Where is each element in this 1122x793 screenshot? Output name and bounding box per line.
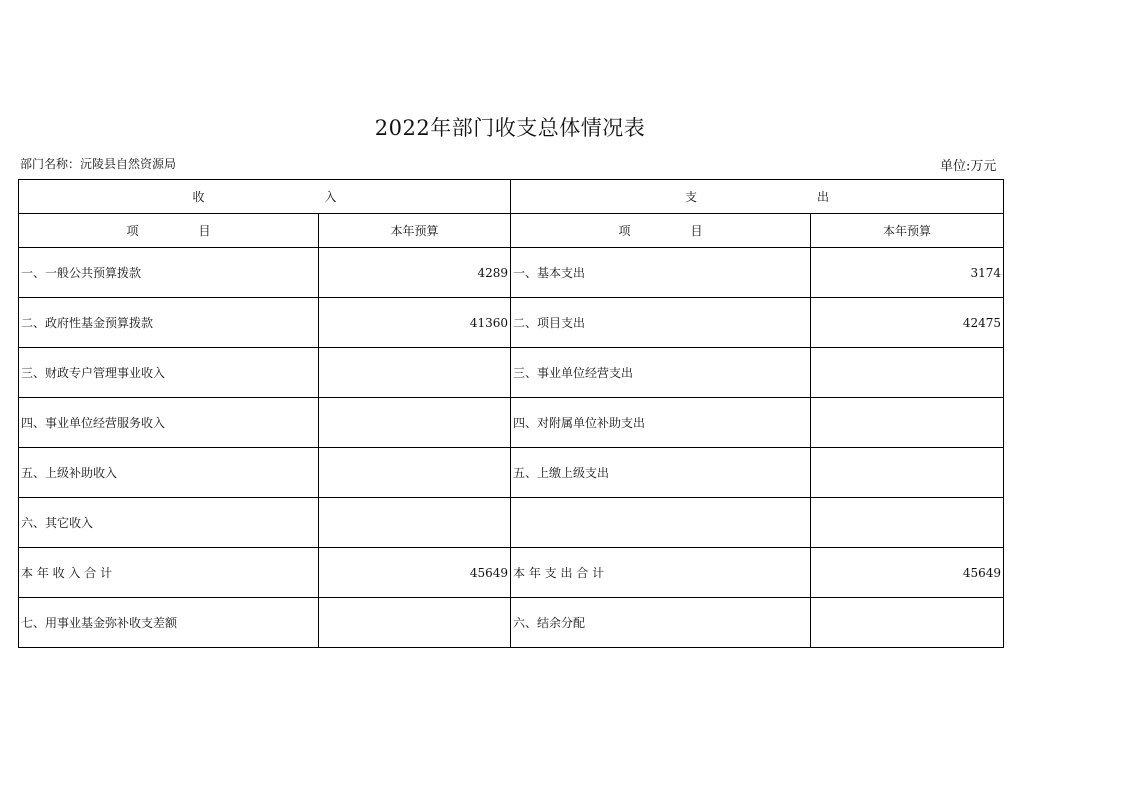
income-item-header <box>19 214 319 248</box>
table-row <box>19 348 1004 398</box>
table-row <box>19 498 1004 548</box>
income-item-header-char-2: 目 <box>198 224 211 238</box>
income-header-char-2: 入 <box>324 190 337 204</box>
expense-label: 二、项目支出 <box>511 298 811 348</box>
expense-value <box>811 398 1004 448</box>
income-label: 七、用事业基金弥补收支差额 <box>19 598 319 648</box>
expense-value <box>811 598 1004 648</box>
expense-total-label: 本 年 支 出 合 计 <box>511 548 811 598</box>
income-total-value: 45649 <box>319 548 511 598</box>
table-row <box>19 298 1004 348</box>
expense-value <box>811 348 1004 398</box>
income-header-char-1: 收 <box>192 190 205 204</box>
income-label: 五、上级补助收入 <box>19 448 319 498</box>
income-label: 一、一般公共预算拨款 <box>19 248 319 298</box>
table-subheader-row <box>19 214 1004 248</box>
expense-label: 三、事业单位经营支出 <box>511 348 811 398</box>
income-label: 三、财政专户管理事业收入 <box>19 348 319 398</box>
income-value: 41360 <box>319 298 511 348</box>
expense-total-value: 45649 <box>811 548 1004 598</box>
page-title: 2022年部门收支总体情况表 <box>374 116 646 140</box>
unit-label: 单位:万元 <box>940 159 997 174</box>
expense-label: 四、对附属单位补助支出 <box>511 398 811 448</box>
income-value <box>319 348 511 398</box>
expense-value: 42475 <box>811 298 1004 348</box>
table-row-total <box>19 548 1004 598</box>
table-row <box>19 598 1004 648</box>
income-total-label: 本 年 收 入 合 计 <box>19 548 319 598</box>
expense-header-char-1: 支 <box>684 190 697 204</box>
income-value <box>319 448 511 498</box>
expense-value <box>811 448 1004 498</box>
expense-header <box>511 180 1004 214</box>
income-value <box>319 598 511 648</box>
table-header-row <box>19 180 1004 214</box>
table-row <box>19 398 1004 448</box>
expense-value: 3174 <box>811 248 1004 298</box>
income-budget-header: 本年预算 <box>319 214 511 248</box>
expense-item-header-char-2: 目 <box>690 224 703 238</box>
income-value <box>319 398 511 448</box>
income-label: 二、政府性基金预算拨款 <box>19 298 319 348</box>
table-row <box>19 248 1004 298</box>
table-row <box>19 448 1004 498</box>
income-label: 四、事业单位经营服务收入 <box>19 398 319 448</box>
income-value <box>319 498 511 548</box>
income-value: 4289 <box>319 248 511 298</box>
expense-label: 一、基本支出 <box>511 248 811 298</box>
expense-budget-header: 本年预算 <box>811 214 1004 248</box>
expense-label: 五、上缴上级支出 <box>511 448 811 498</box>
expense-label <box>511 498 811 548</box>
expense-value <box>811 498 1004 548</box>
expense-header-char-2: 出 <box>817 190 830 204</box>
expense-item-header-char-1: 项 <box>618 224 631 238</box>
income-label: 六、其它收入 <box>19 498 319 548</box>
expense-label: 六、结余分配 <box>511 598 811 648</box>
income-header <box>19 180 511 214</box>
income-item-header-char-1: 项 <box>126 224 139 238</box>
department-name: 部门名称：沅陵县自然资源局 <box>20 157 177 171</box>
expense-item-header <box>511 214 811 248</box>
budget-table <box>18 179 1004 648</box>
